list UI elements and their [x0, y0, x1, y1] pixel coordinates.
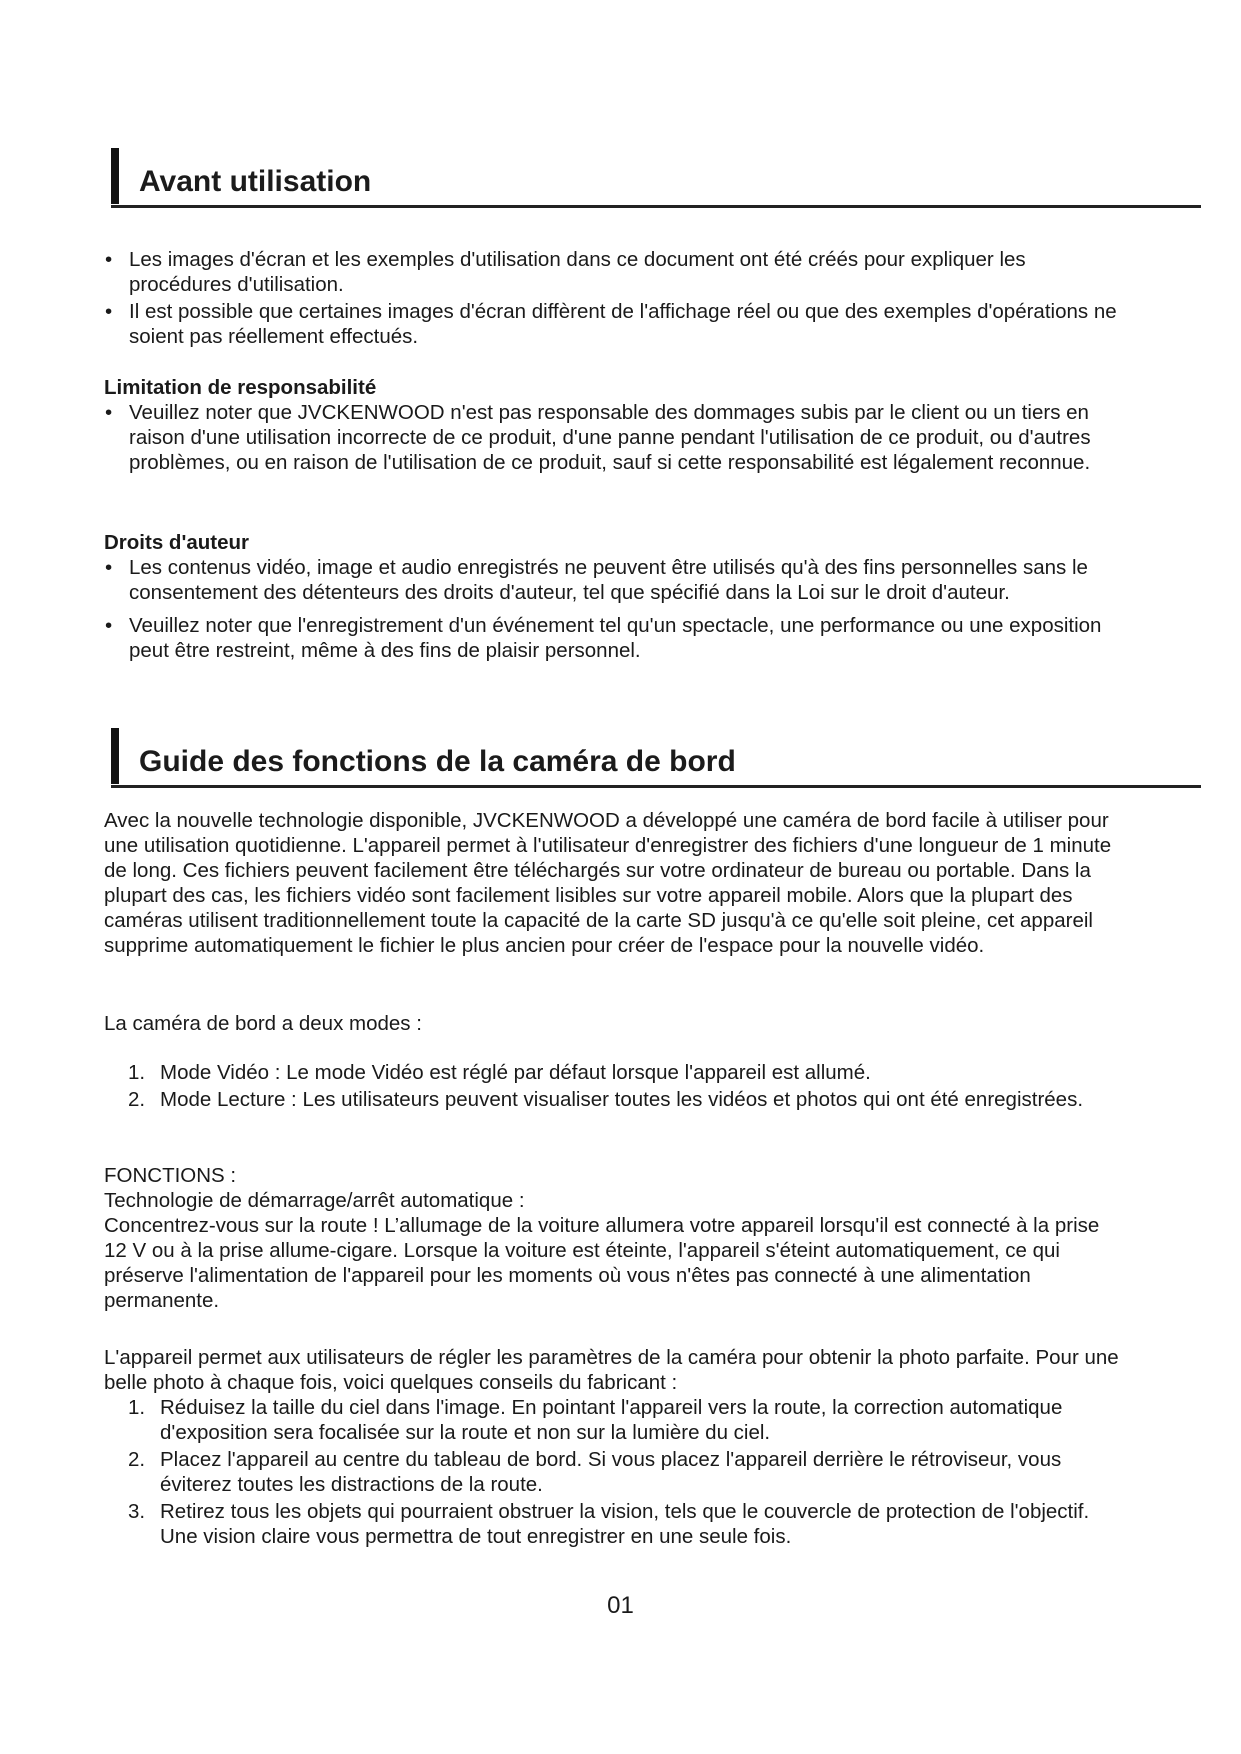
list-item: 2. Placez l'appareil au centre du tableau de bord. Si vous placez l'appareil derrière le rétroviseur, vous éviterez toutes les distractions de la route. [128, 1448, 1062, 1496]
tips-intro: L'appareil permet aux utilisateurs de régler les paramètres de la caméra pour obtenir la photo parfaite. Pour une belle photo à chaque fois, voici quelques conseils du fabricant : [104, 1346, 1119, 1394]
intro-bullets [104, 247, 1124, 351]
modes-block [104, 1011, 1124, 1114]
autostart-text: Concentrez-vous sur la route ! L’allumage de la voiture allumera votre appareil lorsqu'il est connecté à la prise 12 V ou à la prise allume-cigare. Lorsque la voiture est éteinte, l'appareil s'éteint automatiquement, ce qui préserve l'alimentation de l'appareil pour les moments où vous n'êtes pas connecté à une alimentation permanente. [104, 1214, 1100, 1312]
list-item: • Il est possible que certaines images d'écran diffèrent de l'affichage réel ou que des exemples d'opérations ne soient pas réellement effectués. [105, 300, 1117, 348]
autostart-title: Technologie de démarrage/arrêt automatique : [104, 1189, 525, 1212]
list-item: • Les images d'écran et les exemples d'utilisation dans ce document ont été créés pour expliquer les procédures d'utilisation. [105, 248, 1026, 296]
copyright-block [104, 530, 1124, 665]
section-heading-avant-utilisation [111, 148, 1201, 208]
limitation-block [104, 375, 1124, 477]
copyright-heading: Droits d'auteur [104, 531, 249, 554]
limitation-heading: Limitation de responsabilité [104, 376, 377, 399]
heading-bar [111, 148, 119, 204]
list-item: 1. Réduisez la taille du ciel dans l'image. En pointant l'appareil vers la route, la correction automatique d'exposition sera focalisée sur la route et non sur la lumière du ciel. [128, 1396, 1063, 1444]
heading-bar [111, 728, 119, 784]
modes-intro: La caméra de bord a deux modes : [104, 1012, 422, 1035]
modes-list [104, 1060, 1124, 1112]
list-item: • Les contenus vidéo, image et audio enregistrés ne peuvent être utilisés qu'à des fins personnelles sans le consentement des détenteurs des droits d'auteur, tel que spécifié dans la Loi sur le droit d'auteur. [105, 556, 1088, 604]
list-item: 2. Mode Lecture : Les utilisateurs peuvent visualiser toutes les vidéos et photos qui ont été enregistrées. [128, 1088, 1084, 1111]
tips-block [104, 1345, 1124, 1551]
guide-intro [104, 808, 1124, 958]
tips-list [104, 1395, 1124, 1549]
section-title: Guide des fonctions de la caméra de bord [139, 745, 736, 778]
intro-paragraph: Avec la nouvelle technologie disponible, JVCKENWOOD a développé une caméra de bord facile à utiliser pour une utilisation quotidienne. L'appareil permet à l'utilisateur d'enregistrer des fichiers d'une longueur de 1 minute de long. Ces fichiers peuvent facilement être téléchargés sur votre ordinateur de bureau ou portable. Dans la plupart des cas, les fichiers vidéo sont facilement lisibles sur votre appareil mobile. Alors que la plupart des caméras utilisent traditionnellement toute la capacité de la carte SD jusqu'à ce qu'elle soit pleine, cet appareil supprime automatiquement le fichier le plus ancien pour créer de l'espace pour la nouvelle vidéo. [104, 809, 1112, 957]
list-item: 3. Retirez tous les objets qui pourraient obstruer la vision, tels que le couvercle de protection de l'objectif. Une vision claire vous permettra de tout enregistrer en une seule fois. [128, 1500, 1090, 1548]
list-item: 1. Mode Vidéo : Le mode Vidéo est réglé par défaut lorsque l'appareil est allumé. [128, 1061, 871, 1084]
list-item: • Veuillez noter que JVCKENWOOD n'est pas responsable des dommages subis par le client ou un tiers en raison d'une utilisation incorrecte de ce produit, d'une panne pendant l'utilisation de ce produit, ou d'autres problèmes, ou en raison de l'utilisation de ce produit, sauf si cette responsabilité est légalement reconnue. [105, 401, 1091, 474]
section-heading-guide-fonctions [111, 728, 1201, 788]
functions-label: FONCTIONS : [104, 1164, 237, 1187]
section-title: Avant utilisation [139, 165, 372, 198]
page-number: 01 [607, 1592, 634, 1619]
list-item: • Veuillez noter que l'enregistrement d'un événement tel qu'un spectacle, une performance ou une exposition peut être restreint, même à des fins de plaisir personnel. [105, 614, 1102, 662]
functions-block [104, 1163, 1124, 1313]
